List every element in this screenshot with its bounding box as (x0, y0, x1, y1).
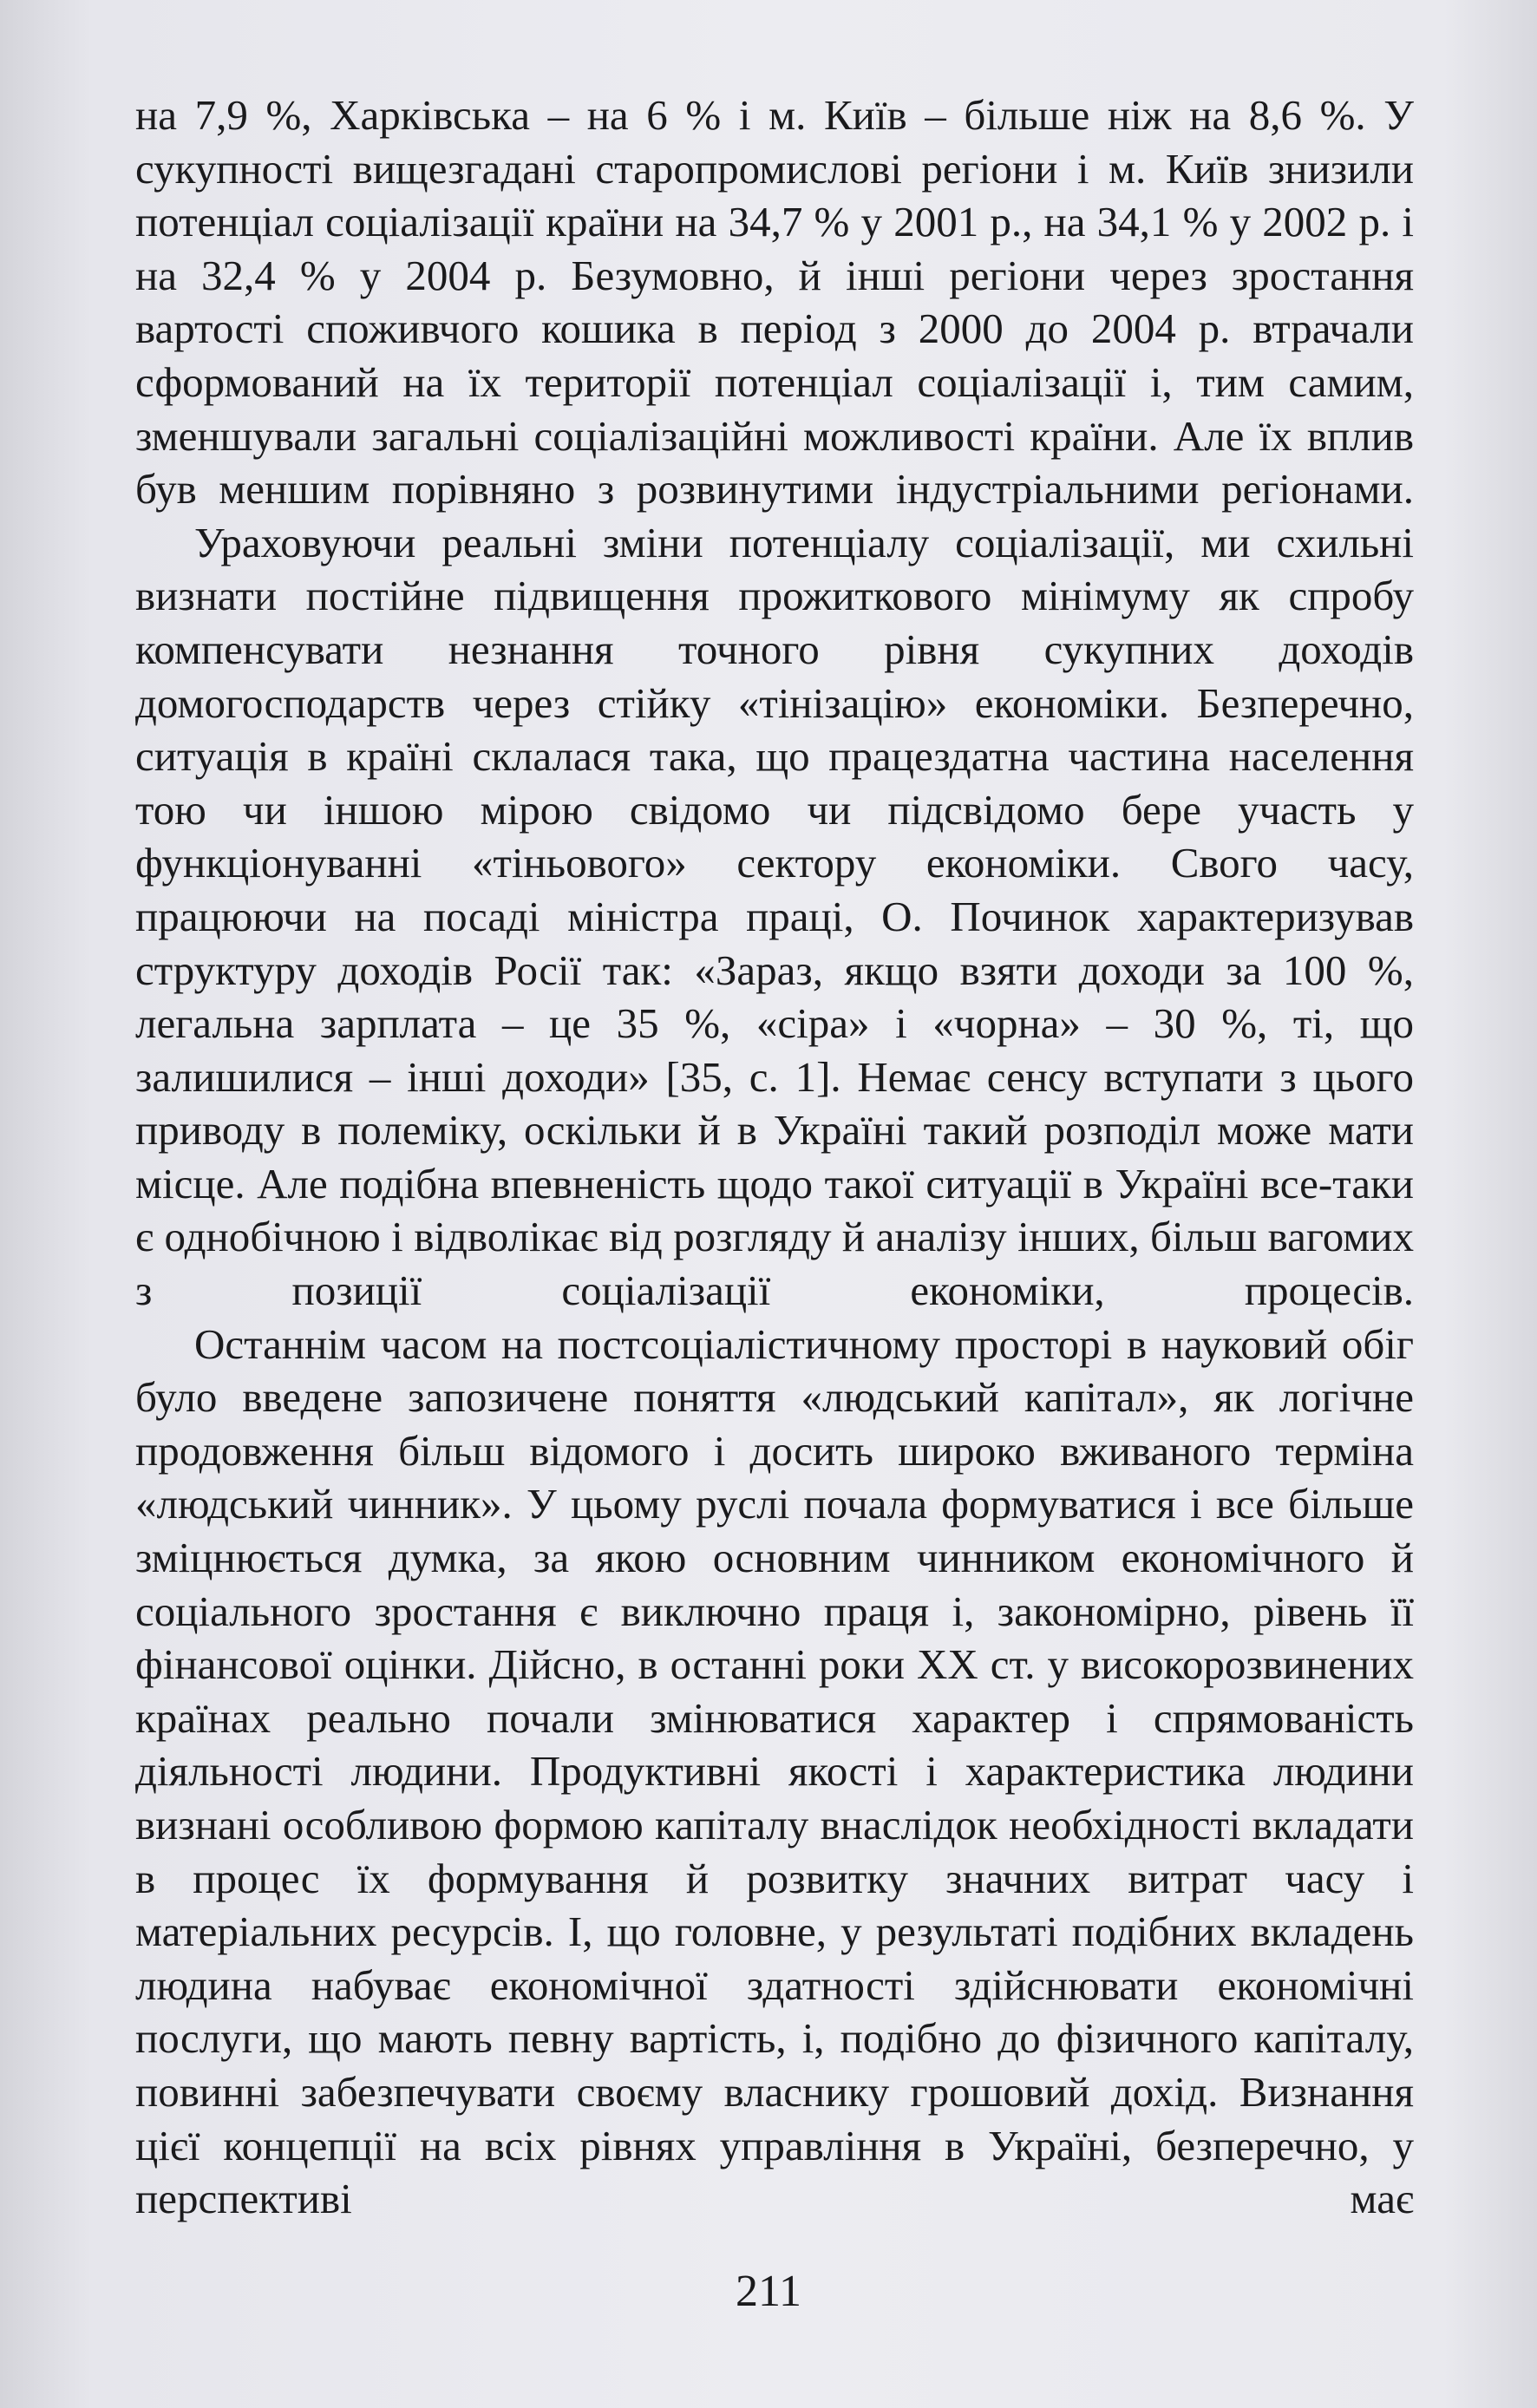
paragraph-1: на 7,9 %, Харківська – на 6 % і м. Київ – більше ніж на 8,6 %. У сукупності вищезгадані старопромислові регіони і м. Київ знизили потенціал соціалізації країни на 34,7 % у 2001 р., на 34,1 % у 2002 р. і на 32,4 % у 2004 р. Безумовно, й інші регіони через зростання вартості споживчого кошика в період з 2000 до 2004 р. втрачали сформований на їх території потенціал соціалізації і, тим самим, зменшували загальні соціалізаційні можливості країни. Але їх вплив був меншим порівняно з розвинутими індустріальними регіонами. (135, 91, 1414, 514)
paragraph-2: Ураховуючи реальні зміни потенціалу соціалізації, ми схильні визнати постійне підвищення прожиткового мінімуму як спробу компенсувати незнання точного рівня сукупних доходів домогосподарств через стійку «тінізацію» економіки. Безперечно, ситуація в країні склалася така, що працездатна частина населення тою чи іншою мірою свідомо чи підсвідомо бере участь у функціонуванні «тіньового» сектору економіки. Свого часу, працюючи на посаді міністра праці, О. Починок характеризував структуру доходів Росії так: «Зараз, якщо взяти доходи за 100 %, легальна зарплата – це 35 %, «сіра» і «чорна» – 30 %, ті, що залишилися – інші доходи» [35, с. 1]. Немає сенсу вступати з цього приводу в полеміку, оскільки й в Україні такий розподіл може мати місце. Але подібна впевненість щодо такої ситуації в Україні все-таки є однобічною і відволікає від розгляду й аналізу інших, більш вагомих з позиції соціалізації економіки, процесів. (135, 518, 1414, 1315)
paragraph-3: Останнім часом на постсоціалістичному просторі в науковий обіг було введене запозичене поняття «людський капітал», як логічне продовження більш відомого і досить широко вживаного терміна «людський чинник». У цьому руслі почала формуватися і все більше зміцнюється думка, за якою основним чинником економічного й соціального зростання є виключно праця і, закономірно, рівень її фінансової оцінки. Дійсно, в останні роки XX ст. у високорозвинених країнах реально почали змінюватися характер і спрямованість діяльності людини. Продуктивні якості і характеристика людини визнані особливою формою капіталу внаслідок необхідності вкладати в процес їх формування й розвитку значних витрат часу і матеріальних ресурсів. І, що головне, у результаті подібних вкладень людина набуває економічної здатності здійснювати економічні послуги, що мають певну вартість, і, подібно до фізичного капіталу, повинні забезпечувати своєму власнику грошовий дохід. Визнання цієї концепції на всіх рівнях управління в Україні, безперечно, у перспективі має (135, 1319, 1414, 2223)
body-text (135, 88, 1414, 2226)
page-number: 211 (735, 2267, 802, 2316)
